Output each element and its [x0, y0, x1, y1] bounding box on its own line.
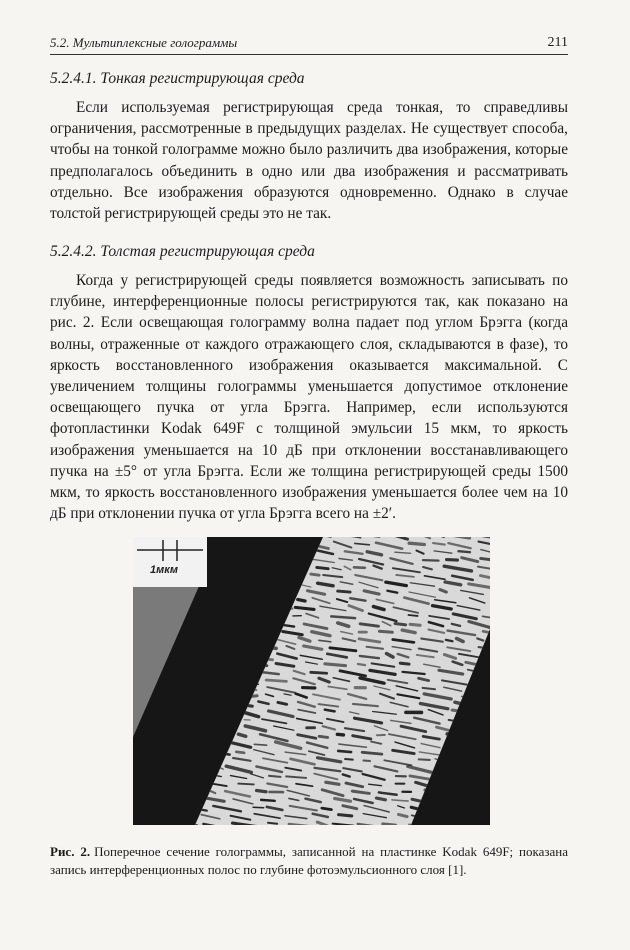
fringe-streak: [238, 784, 254, 785]
fringe-streak: [345, 759, 353, 760]
fringe-streak: [278, 702, 287, 704]
fringe-streak: [338, 751, 351, 752]
scale-bar-icon: [133, 537, 207, 567]
paragraph-thin-medium: [50, 97, 568, 224]
fringe-streak: [419, 759, 430, 760]
fringe-streak: [410, 624, 420, 625]
figure-caption-label: Рис. 2.: [50, 844, 91, 859]
fringe-streak: [363, 760, 370, 761]
fringe-streak: [298, 600, 305, 601]
fringe-streak: [399, 814, 408, 816]
fringe-streak: [311, 574, 319, 575]
fringe-streak: [311, 672, 327, 673]
fringe-streak: [257, 791, 266, 792]
fringe-streak: [446, 640, 453, 641]
fringe-streak: [325, 664, 346, 666]
fringe-streak: [254, 744, 266, 745]
fringe-streak: [339, 815, 352, 816]
fringe-streak: [376, 798, 385, 800]
fringe-streak: [354, 567, 365, 568]
fringe-streak: [238, 734, 245, 736]
fringe-streak: [319, 736, 327, 737]
paragraph-thick-medium: [50, 270, 568, 524]
running-head: [50, 34, 568, 55]
fringe-streak: [400, 663, 409, 664]
fringe-streak: [269, 776, 281, 777]
figure-caption-text: Поперечное сечение голограммы, записанной на пластинке Kodak 649F; показана запись интерференционных полос по глубине фотоэмульсионного слоя [1].: [50, 844, 569, 877]
page-number: 211: [547, 35, 568, 50]
section-heading-thin-medium: 5.2.4.1. Тонкая регистрирующая среда: [50, 70, 305, 87]
fringe-streak: [268, 823, 277, 824]
fringe-streak: [261, 800, 275, 801]
fringe-streak: [337, 734, 343, 735]
section-heading-thick-medium: 5.2.4.2. Толстая регистрирующая среда: [50, 243, 315, 260]
paragraph-text: Если используемая регистрирующая среда тонкая, то справедливы ограничения, рассмотренные в предыдущих разделах. Не существует способа, чтобы на тонкой голограмме можно было различить два изображения, которые предполагалось объединить в одно или два изображения и рассматривать отдельно. Все изображения образуются одновременно. Однако в случае толстой регистрирующей среды это не так.: [50, 99, 568, 223]
fringe-streak: [379, 631, 392, 632]
fringe-streak: [236, 752, 244, 753]
paragraph-text: Когда у регистрирующей среды появляется возможность записывать по глубине, интерференционные полосы регистрируются так, как показано на рис. 2. Если освещающая голограмму волна падает под углом Брэгга (когда волны, отраженные от каждого отражающего слоя, складываются в фазе), то яркость восстановленного изображения оказывается максимальной. С увеличением толщины голограммы уменьшается допустимое отклонение освещающего пучка от угла Брэгга. Например, если используются фотопластинки Kodak 649F с толщиной эмульсии 15 мкм, то яркость изображения уменьшается на 10 дБ при отклонении восстанавливающего пучка на ±5° от угла Брэгга. Если же толщина регистрирующей среды 1500 мкм, то яркость восстановленного изображения уменьшается более чем на 10 дБ при отклонении пучка от угла Брэгга всего на ±2′.: [50, 272, 568, 523]
fringe-streak: [423, 560, 438, 561]
fringe-streak: [409, 543, 424, 544]
fringe-streak: [338, 591, 350, 592]
hologram-cross-section-micrograph: [133, 537, 490, 825]
fringe-streak: [383, 824, 396, 825]
fringe-streak: [325, 710, 335, 712]
fringe-streak: [408, 615, 417, 616]
scale-bar-label: 1мкм: [150, 564, 178, 576]
fringe-streak: [358, 664, 365, 665]
fringe-streak: [317, 567, 328, 568]
fringe-streak: [295, 607, 314, 609]
fringe-streak: [423, 688, 435, 689]
fringe-streak: [433, 543, 445, 545]
fringe-streak: [266, 680, 286, 681]
fringe-streak: [459, 551, 470, 552]
fringe-streak: [326, 782, 339, 784]
scale-bar-box: [133, 537, 207, 587]
fringe-streak: [322, 808, 332, 809]
fringe-streak: [362, 752, 382, 754]
fringe-streak: [331, 616, 355, 618]
fringe-streak: [395, 623, 406, 624]
running-head-title: 5.2. Мультиплексные голограммы: [50, 35, 238, 50]
figure-caption: [50, 843, 568, 878]
